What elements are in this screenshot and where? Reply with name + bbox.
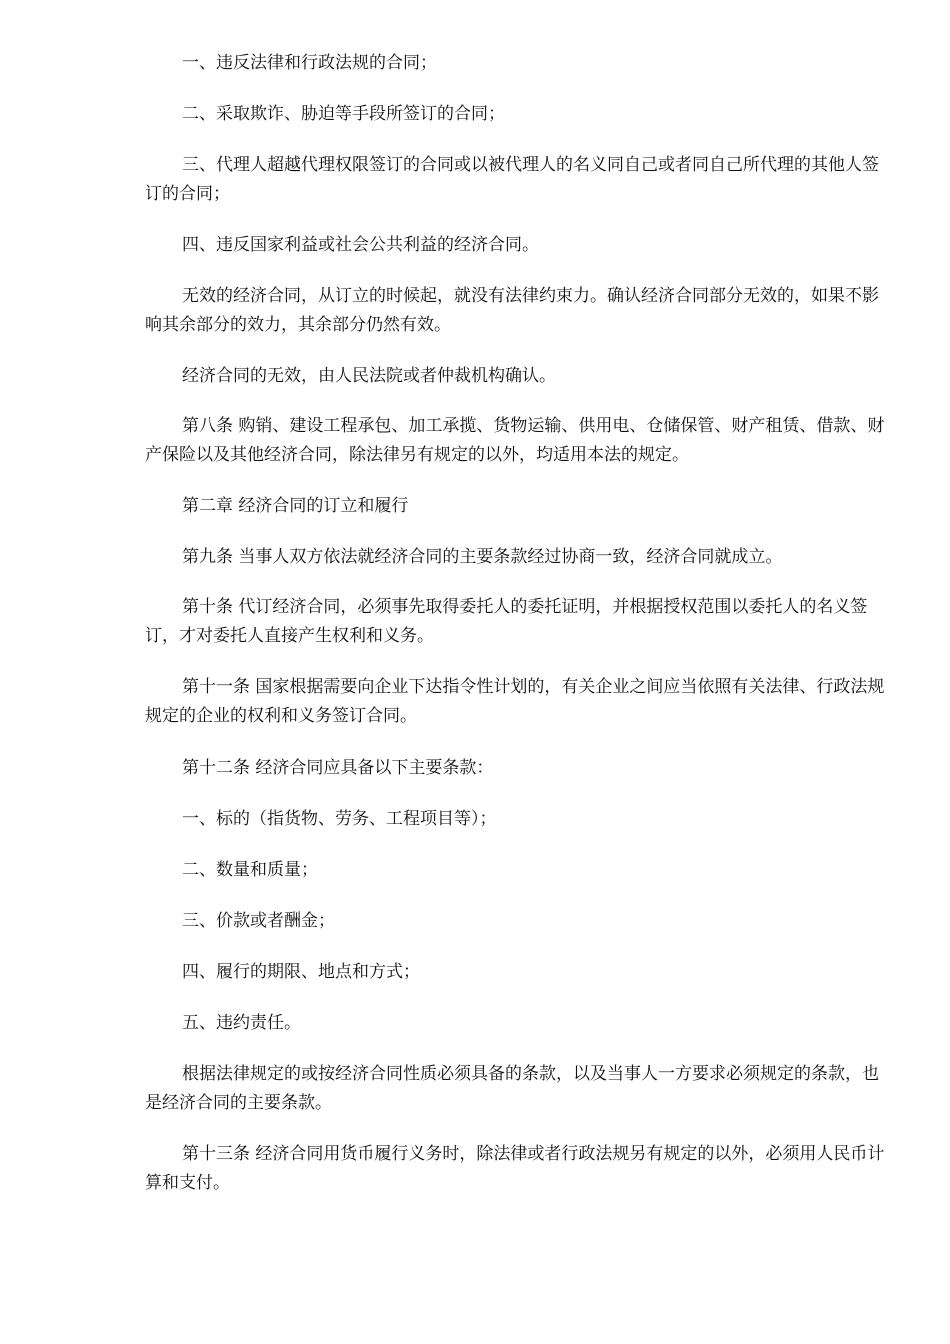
paragraph-item-2: 二、采取欺诈、胁迫等手段所签订的合同； bbox=[182, 104, 505, 124]
article-12: 第十二条 经济合同应具备以下主要条款： bbox=[182, 758, 494, 778]
list-item-price: 三、价款或者酬金； bbox=[182, 911, 335, 931]
paragraph-item-3: 三、代理人超越代理权限签订的合同或以被代理人的名义同自己或者同自己所代理的其他人签订的合同； bbox=[145, 155, 879, 204]
paragraph-item-1: 一、违反法律和行政法规的合同； bbox=[182, 53, 437, 73]
list-item-liability: 五、违约责任。 bbox=[182, 1013, 301, 1033]
article-13: 第十三条 经济合同用货币履行义务时，除法律或者行政法规另有规定的以外，必须用人民币计算和支付。 bbox=[145, 1144, 885, 1193]
article-11: 第十一条 国家根据需要向企业下达指令性计划的，有关企业之间应当依照有关法律、行政法规规定的企业的权利和义务签订合同。 bbox=[145, 677, 885, 726]
paragraph-invalid-contract: 无效的经济合同，从订立的时候起，就没有法律约束力。确认经济合同部分无效的，如果不影响其余部分的效力，其余部分仍然有效。 bbox=[145, 286, 879, 335]
paragraph-main-terms: 根据法律规定的或按经济合同性质必须具备的条款，以及当事人一方要求必须规定的条款，也是经济合同的主要条款。 bbox=[145, 1064, 879, 1113]
article-9: 第九条 当事人双方依法就经济合同的主要条款经过协商一致，经济合同就成立。 bbox=[182, 547, 783, 567]
paragraph-invalid-confirmation: 经济合同的无效，由人民法院或者仲裁机构确认。 bbox=[182, 366, 556, 386]
list-item-subject: 一、标的（指货物、劳务、工程项目等）； bbox=[182, 809, 497, 829]
list-item-quantity: 二、数量和质量； bbox=[182, 860, 318, 880]
article-8: 第八条 购销、建设工程承包、加工承揽、货物运输、供用电、仓储保管、财产租赁、借款、财产保险以及其他经济合同，除法律另有规定的以外，均适用本法的规定。 bbox=[145, 416, 885, 465]
article-10: 第十条 代订经济合同，必须事先取得委托人的委托证明，并根据授权范围以委托人的名义签订，才对委托人直接产生权利和义务。 bbox=[145, 597, 868, 646]
chapter-2-heading: 第二章 经济合同的订立和履行 bbox=[182, 496, 409, 516]
paragraph-item-4: 四、违反国家利益或社会公共利益的经济合同。 bbox=[182, 235, 539, 255]
list-item-term: 四、履行的期限、地点和方式； bbox=[182, 962, 420, 982]
